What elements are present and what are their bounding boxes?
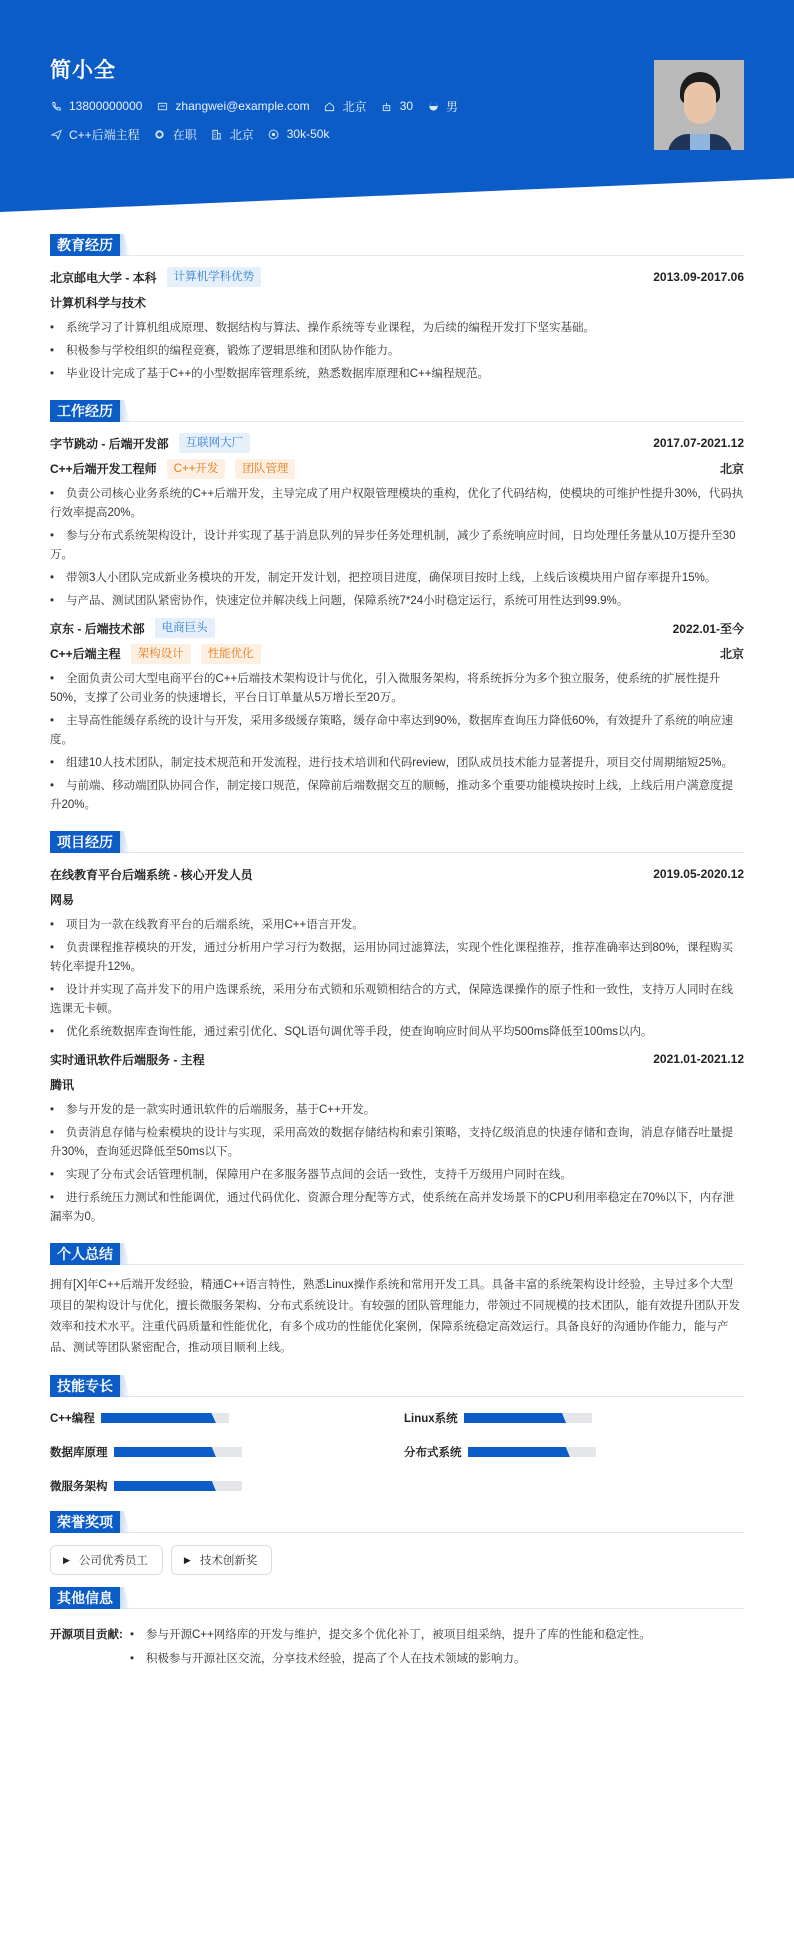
job-role: C++后端主程 xyxy=(50,647,121,661)
school-name: 北京邮电大学 - 本科 xyxy=(50,270,157,285)
work-entry xyxy=(50,430,744,611)
work-date: 2022.01-至今 xyxy=(672,621,744,636)
candidate-name: 简小全 xyxy=(50,59,116,82)
salary-icon xyxy=(268,128,280,140)
section-title: 荣誉奖项 xyxy=(50,1511,120,1533)
list-item: • 与前端、移动端团队协同合作，制定接口规范，保障前后端数据交互的顺畅，推动多个重要功能模块按时上线，上线后用户满意度提升20%。 xyxy=(50,777,744,815)
list-item: • 系统学习了计算机组成原理、数据结构与算法、操作系统等专业课程，为后续的编程开发打下坚实基础。 xyxy=(50,319,744,338)
triangle-right-icon: ▶ xyxy=(183,1554,191,1565)
skill-bar xyxy=(468,1447,596,1457)
list-item: • 带领3人小团队完成新业务模块的开发，制定开发计划，把控项目进度，确保项目按时上线，上线后该模块用户留存率提升15%。 xyxy=(50,569,744,588)
resume-content xyxy=(0,212,794,1671)
skill-bar xyxy=(464,1413,592,1423)
open-source-row xyxy=(50,1617,744,1671)
skill-item: C++编程 xyxy=(50,1407,404,1429)
skills-section xyxy=(50,1375,744,1497)
list-item: • 全面负责公司大型电商平台的C++后端技术架构设计与优化，引入微服务架构，将系统拆分为多个独立服务，使系统的扩展性提升50%，支撑了公司业务的快速增长，平台日订单量从5万增长至20万。 xyxy=(50,670,744,708)
project-entry xyxy=(50,1046,744,1227)
education-entry-head xyxy=(50,264,744,290)
role-tag: C++开发 xyxy=(167,459,226,479)
summary-section xyxy=(50,1243,744,1359)
skill-item: 数据库原理 xyxy=(50,1441,404,1463)
section-title: 项目经历 xyxy=(50,831,120,853)
list-item: • 进行系统压力测试和性能调优，通过代码优化、资源合理分配等方式，使系统在高并发场景下的CPU利用率稳定在70%以下，内存泄漏率为0。 xyxy=(50,1189,744,1227)
resume-header xyxy=(0,0,794,212)
project-company: 腾讯 xyxy=(50,1078,75,1092)
section-title: 其他信息 xyxy=(50,1587,120,1609)
status-item: 在职 xyxy=(154,126,197,143)
gender-icon xyxy=(427,100,439,112)
work-entry xyxy=(50,615,744,815)
gender-item: 男 xyxy=(427,98,458,115)
list-item: • 优化系统数据库查询性能，通过索引优化、SQL语句调优等手段，使查询响应时间从平均500ms降低至100ms以内。 xyxy=(50,1023,744,1042)
section-title: 工作经历 xyxy=(50,400,120,422)
work-section xyxy=(50,400,744,815)
company-tag: 互联网大厂 xyxy=(179,433,251,453)
age-item: 30 xyxy=(381,99,413,113)
work-location: 北京 xyxy=(719,462,744,476)
skill-bar xyxy=(114,1481,242,1491)
other-section xyxy=(50,1587,744,1671)
triangle-right-icon: ▶ xyxy=(63,1554,70,1565)
project-entry xyxy=(50,861,744,1042)
building-icon xyxy=(211,128,223,140)
section-title: 教育经历 xyxy=(50,234,120,256)
work-date: 2017.07-2021.12 xyxy=(653,436,744,450)
role-tag: 团队管理 xyxy=(235,459,295,479)
education-section xyxy=(50,234,744,384)
skill-item: 微服务架构 xyxy=(50,1475,404,1497)
home-icon xyxy=(324,100,336,112)
status-icon xyxy=(154,128,166,140)
age-icon xyxy=(381,100,393,112)
award-chip: ▶ 技术创新奖 xyxy=(171,1545,272,1575)
work-location: 北京 xyxy=(719,647,744,661)
list-item: • 实现了分布式会话管理机制，保障用户在多服务器节点间的会话一致性，支持千万级用户同时在线。 xyxy=(50,1166,744,1185)
skill-item: Linux系统 xyxy=(404,1407,704,1429)
list-item: • 主导高性能缓存系统的设计与开发，采用多级缓存策略，缓存命中率达到90%，数据库查询压力降低60%，有效提升了系统的响应速度。 xyxy=(50,712,744,750)
summary-text: 拥有[X]年C++后端开发经验，精通C++语言特性，熟悉Linux操作系统和常用开发工具。具备丰富的系统架构设计经验，主导过多个大型项目的架构设计与优化，擅长微服务架构、分布式系统设计。有较强的团队管理能力，带领过不同规模的技术团队，能有效提升团队开发效率和技术水平。注重代码质量和性能优化，有多个成功的性能优化案例，保障系统稳定高效运行。具备良好的沟通协作能力，能与产品、测试等团队紧密配合，推动项目顺利上线。 xyxy=(50,1279,740,1354)
project-name: 实时通讯软件后端服务 - 主程 xyxy=(50,1052,205,1067)
skill-bar xyxy=(101,1413,229,1423)
skill-bar xyxy=(114,1447,242,1457)
list-item: • 负责公司核心业务系统的C++后端开发，主导完成了用户权限管理模块的重构，优化了代码结构，使模块的可维护性提升30%，代码执行效率提高20%。 xyxy=(50,485,744,523)
project-company: 网易 xyxy=(50,893,75,907)
phone-item: 13800000000 xyxy=(50,99,142,113)
list-item: • 毕业设计完成了基于C++的小型数据库管理系统，熟悉数据库原理和C++编程规范。 xyxy=(50,365,744,384)
section-title: 个人总结 xyxy=(50,1243,120,1265)
skill-item: 分布式系统 xyxy=(404,1441,704,1463)
school-tag: 计算机学科优势 xyxy=(167,267,262,287)
list-item: • 与产品、测试团队紧密协作，快速定位并解决线上问题，保障系统7*24小时稳定运行，系统可用性达到99.9%。 xyxy=(50,592,744,611)
list-item: • 参与开源C++网络库的开发与维护，提交多个优化补丁，被项目组采纳，提升了库的性能和稳定性。 xyxy=(128,1623,651,1647)
company-name: 字节跳动 - 后端开发部 xyxy=(50,436,169,451)
job-role: C++后端开发工程师 xyxy=(50,462,157,476)
list-item: • 负责消息存储与检索模块的设计与实现，采用高效的数据存储结构和索引策略，支持亿级消息的快速存储和查询，消息存储吞吐量提升30%，查询延迟降低至50ms以下。 xyxy=(50,1124,744,1162)
city-item: 北京 xyxy=(211,126,254,143)
hometown-item: 北京 xyxy=(324,98,367,115)
send-icon xyxy=(50,128,62,140)
salary-item: 30k-50k xyxy=(268,127,330,141)
email-item: zhangwei@example.com xyxy=(156,99,309,113)
position-item: C++后端主程 xyxy=(50,126,140,143)
education-date: 2013.09-2017.06 xyxy=(653,270,744,284)
list-item: • 积极参与开源社区交流，分享技术经验，提高了个人在技术领域的影响力。 xyxy=(128,1647,651,1671)
education-bullets xyxy=(50,319,744,384)
section-title: 技能专长 xyxy=(50,1375,120,1397)
project-name: 在线教育平台后端系统 - 核心开发人员 xyxy=(50,867,253,882)
list-item: • 组建10人技术团队，制定技术规范和开发流程，进行技术培训和代码review，团队成员技术能力显著提升，项目交付周期缩短25%。 xyxy=(50,754,744,773)
avatar-photo xyxy=(654,60,744,150)
projects-section xyxy=(50,831,744,1227)
role-tag: 性能优化 xyxy=(201,644,261,664)
list-item: • 项目为一款在线教育平台的后端系统，采用C++语言开发。 xyxy=(50,916,744,935)
role-tag: 架构设计 xyxy=(131,644,191,664)
other-label: 开源项目贡献: xyxy=(50,1629,123,1641)
project-date: 2019.05-2020.12 xyxy=(653,867,744,881)
company-tag: 电商巨头 xyxy=(155,618,215,638)
award-chip: ▶ 公司优秀员工 xyxy=(50,1545,163,1575)
list-item: • 参与开发的是一款实时通讯软件的后端服务，基于C++开发。 xyxy=(50,1101,744,1120)
list-item: • 负责课程推荐模块的开发，通过分析用户学习行为数据，运用协同过滤算法，实现个性化课程推荐，推荐准确率达到80%，课程购买转化率提升12%。 xyxy=(50,939,744,977)
list-item: • 积极参与学校组织的编程竞赛，锻炼了逻辑思维和团队协作能力。 xyxy=(50,342,744,361)
major: 计算机科学与技术 xyxy=(50,296,147,310)
company-name: 京东 - 后端技术部 xyxy=(50,621,145,636)
mail-icon xyxy=(156,100,168,112)
phone-icon xyxy=(50,100,62,112)
list-item: • 参与分布式系统架构设计，设计并实现了基于消息队列的异步任务处理机制，减少了系统响应时间，日均处理任务量从10万提升至30万。 xyxy=(50,527,744,565)
awards-section xyxy=(50,1511,744,1575)
list-item: • 设计并实现了高并发下的用户选课系统，采用分布式锁和乐观锁相结合的方式，保障选课操作的原子性和一致性，支持万人同时在线选课无卡顿。 xyxy=(50,981,744,1019)
project-date: 2021.01-2021.12 xyxy=(653,1052,744,1066)
